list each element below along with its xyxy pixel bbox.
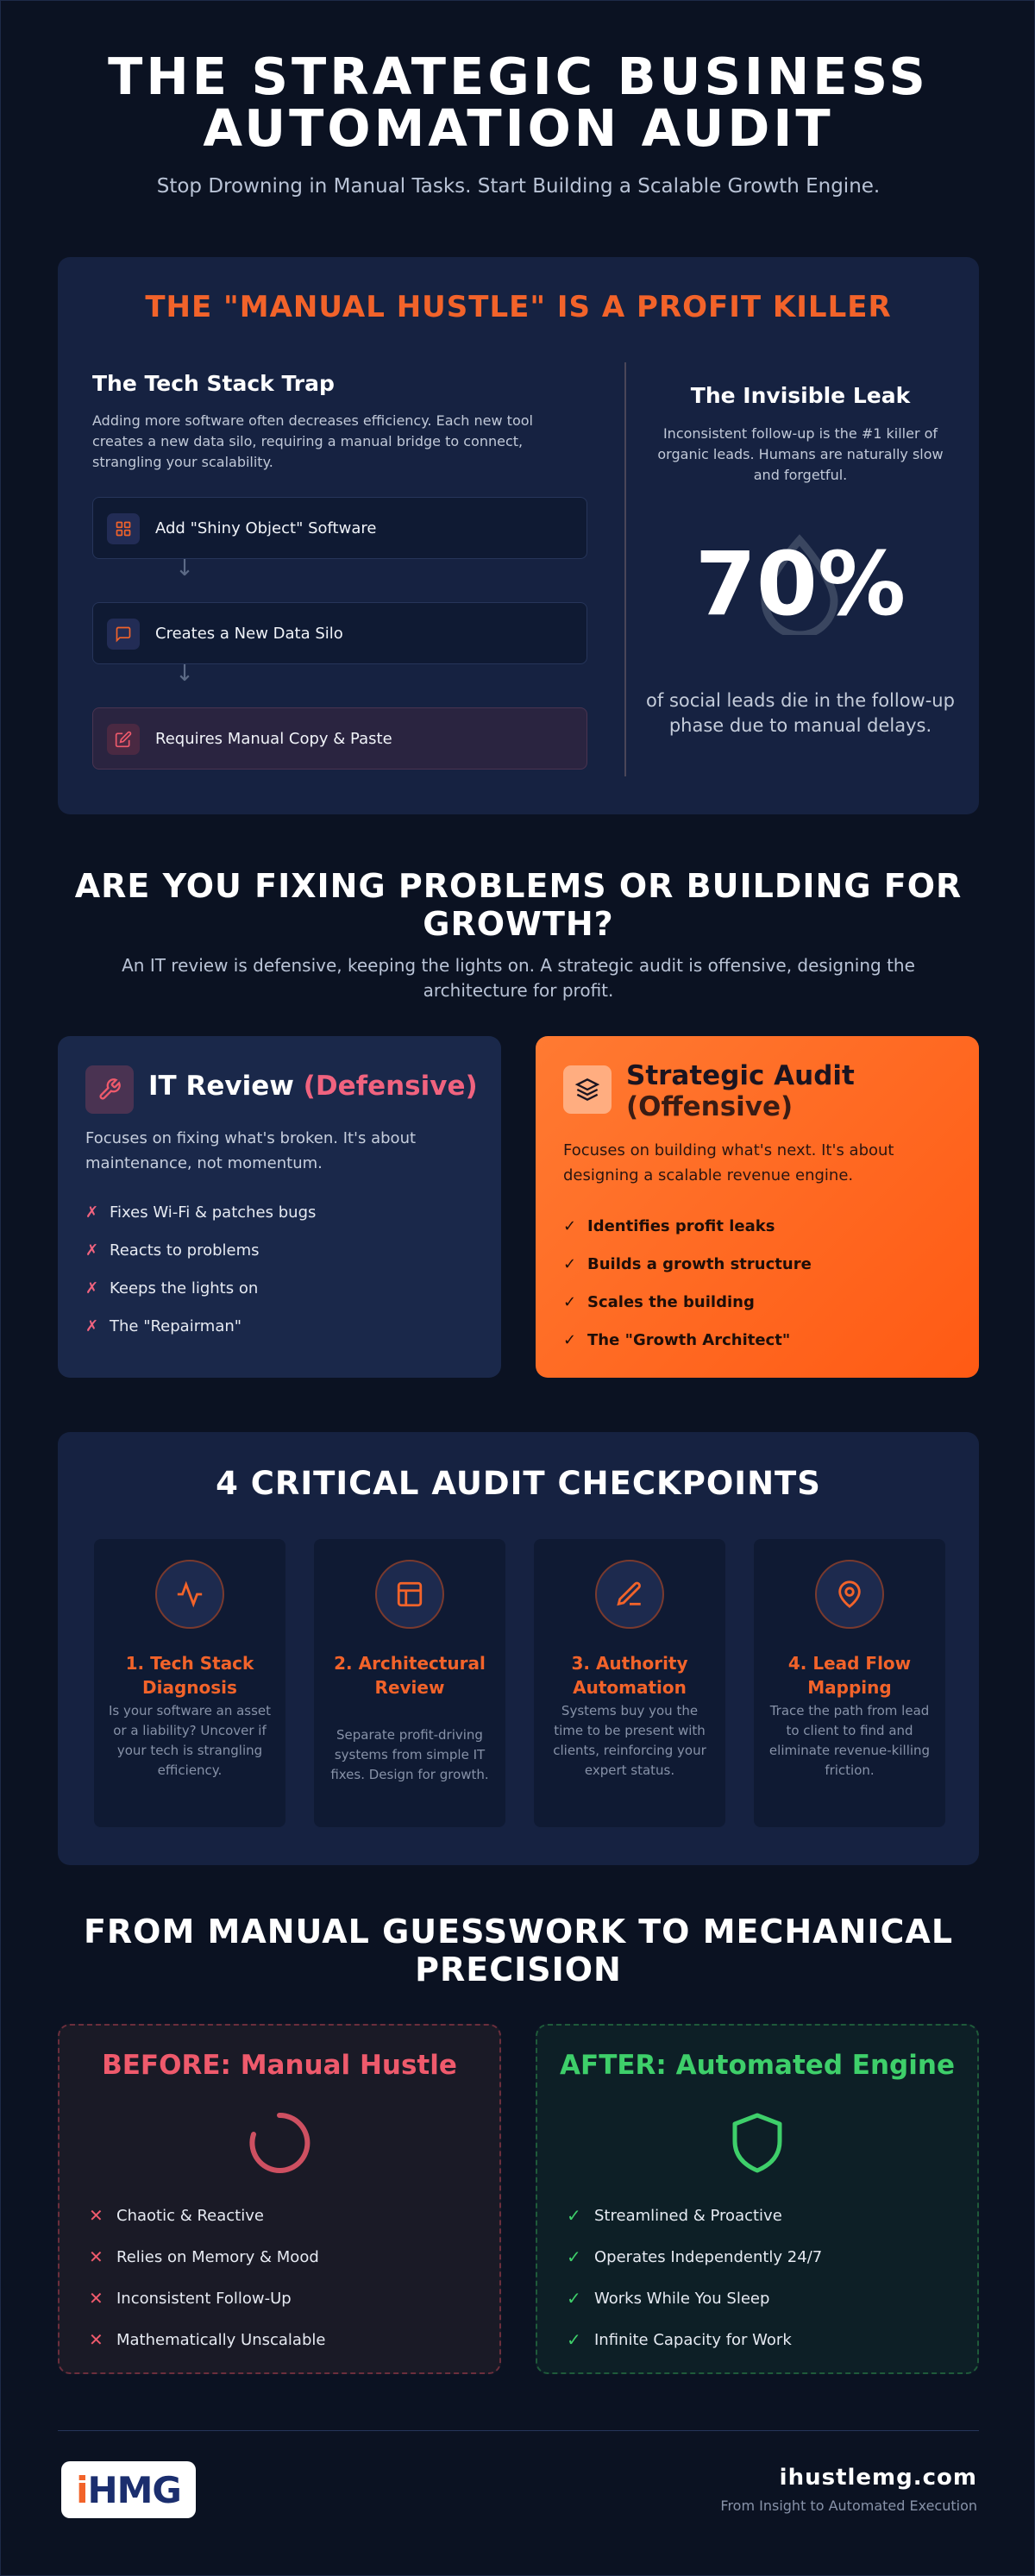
strategic-audit-card	[536, 1036, 979, 1378]
fixing-subtitle: An IT review is defensive, keeping the lights on. A strategic audit is offensive, designing the architecture for profit.	[122, 955, 915, 1001]
spinner-icon	[245, 2108, 314, 2177]
x-mark-icon: ✗	[85, 1316, 99, 1335]
check-icon: ✓	[567, 2246, 581, 2267]
checkpoint-card	[534, 1539, 725, 1827]
trap-step-3	[92, 707, 587, 770]
strategic-audit-title	[626, 1060, 885, 1122]
list-item	[567, 2236, 822, 2278]
list-item	[89, 2236, 325, 2278]
trap-step-label: Add "Shiny Object" Software	[155, 519, 377, 537]
strategic-audit-title-text: Strategic Audit	[626, 1060, 855, 1091]
list-item-label: The "Repairman"	[110, 1316, 242, 1335]
profit-killer-card	[58, 257, 979, 814]
checkpoint-card	[314, 1539, 505, 1827]
checkpoint-desc: Trace the path from lead to client to find and eliminate revenue-killing friction.	[768, 1703, 931, 1778]
pulse-icon	[155, 1560, 224, 1629]
list-item	[567, 2319, 822, 2360]
checkpoint-desc: Is your software an asset or a liability? Uncover if your tech is strangling efficiency.	[108, 1703, 272, 1778]
x-mark-icon: ✕	[89, 2205, 104, 2226]
checkpoint-card	[754, 1539, 945, 1827]
site-url: ihustlemg.com	[779, 2465, 977, 2491]
chat-icon	[107, 619, 140, 650]
list-item	[89, 2278, 325, 2319]
tech-stack-trap-desc: Adding more software often decreases efficiency. Each new tool creates a new data silo, requiring a manual bridge to connect, strangling your scalability.	[92, 412, 533, 470]
list-item-label: The "Growth Architect"	[587, 1330, 791, 1349]
checkpoint-desc: Separate profit-driving systems from simple IT fixes. Design for growth.	[330, 1727, 489, 1782]
checkpoint-card	[94, 1539, 285, 1827]
before-card	[58, 2024, 501, 2374]
list-item	[563, 1207, 812, 1245]
check-icon: ✓	[563, 1292, 577, 1311]
wrench-icon	[85, 1065, 134, 1114]
list-item	[563, 1245, 812, 1283]
check-icon: ✓	[563, 1254, 577, 1273]
trap-step-2	[92, 602, 587, 664]
it-review-list	[85, 1193, 316, 1345]
list-item-label: Works While You Sleep	[594, 2289, 770, 2308]
comparison-title: FROM MANUAL GUESSWORK TO MECHANICAL PRECISION	[83, 1913, 954, 1989]
column-divider	[624, 362, 626, 776]
checkpoints-title: 4 CRITICAL AUDIT CHECKPOINTS	[216, 1465, 821, 1502]
fixing-title: ARE YOU FIXING PROBLEMS OR BUILDING FOR GROWTH?	[74, 867, 963, 943]
leak-stat-caption: of social leads die in the follow-up phase due to manual delays.	[646, 690, 955, 736]
list-item	[89, 2195, 325, 2236]
invisible-leak-desc: Inconsistent follow-up is the #1 killer of organic leads. Humans are naturally slow and forgetful.	[657, 425, 944, 483]
after-title: AFTER: Automated Engine	[560, 2050, 955, 2081]
checkpoint-desc: Systems buy you the time to be present with clients, reinforcing your expert status.	[553, 1703, 706, 1778]
grid-icon	[107, 513, 140, 544]
check-icon: ✓	[567, 2329, 581, 2350]
list-item-label: Mathematically Unscalable	[116, 2330, 326, 2349]
list-item-label: Inconsistent Follow-Up	[116, 2289, 292, 2308]
after-list	[567, 2195, 822, 2360]
check-icon: ✓	[563, 1216, 577, 1235]
before-list	[89, 2195, 325, 2360]
checkpoints-card	[58, 1432, 979, 1865]
list-item	[85, 1231, 316, 1269]
map-pin-icon	[815, 1560, 884, 1629]
list-item	[563, 1321, 812, 1359]
x-mark-icon: ✕	[89, 2329, 104, 2350]
before-title: BEFORE: Manual Hustle	[102, 2050, 457, 2081]
trap-step-label: Requires Manual Copy & Paste	[155, 730, 392, 748]
strategic-audit-desc: Focuses on building what's next. It's about designing a scalable revenue engine.	[563, 1141, 894, 1184]
tech-stack-trap-title: The Tech Stack Trap	[92, 371, 335, 396]
footer-tagline: From Insight to Automated Execution	[720, 2497, 977, 2514]
checkpoint-title: 2. Architectural Review	[334, 1653, 486, 1698]
strategic-audit-tag: (Offensive)	[626, 1091, 794, 1122]
list-item-label: Operates Independently 24/7	[594, 2247, 823, 2266]
profit-killer-title: THE "MANUAL HUSTLE" IS A PROFIT KILLER	[145, 290, 892, 324]
checkpoint-title: 1. Tech Stack Diagnosis	[125, 1653, 254, 1698]
list-item	[85, 1193, 316, 1231]
checkpoint-title: 4. Lead Flow Mapping	[787, 1653, 912, 1698]
list-item-label: Chaotic & Reactive	[116, 2206, 264, 2225]
list-item-label: Reacts to problems	[110, 1241, 260, 1260]
after-card	[536, 2024, 979, 2374]
x-mark-icon: ✗	[85, 1279, 99, 1297]
list-item-label: Infinite Capacity for Work	[594, 2330, 792, 2349]
it-review-title	[148, 1071, 478, 1102]
it-review-title-text: IT Review	[148, 1071, 294, 1102]
checkpoint-title: 3. Authority Automation	[571, 1653, 688, 1698]
strategic-audit-list	[563, 1207, 812, 1359]
list-item-label: Identifies profit leaks	[587, 1216, 775, 1235]
logo-hmg: HMG	[87, 2468, 181, 2511]
arrow-down-icon: ↓	[175, 556, 194, 581]
layers-icon	[563, 1065, 612, 1114]
title-line-2: AUTOMATION AUDIT	[203, 98, 834, 158]
x-mark-icon: ✕	[89, 2246, 104, 2267]
ihmg-logo	[61, 2461, 196, 2518]
check-icon: ✓	[567, 2288, 581, 2309]
list-item-label: Relies on Memory & Mood	[116, 2247, 319, 2266]
check-icon: ✓	[567, 2205, 581, 2226]
list-item	[89, 2319, 325, 2360]
trap-step-label: Creates a New Data Silo	[155, 625, 343, 643]
footer-divider	[58, 2430, 979, 2431]
edit-icon	[107, 724, 140, 755]
x-mark-icon: ✕	[89, 2288, 104, 2309]
logo-i: i	[76, 2468, 88, 2511]
pen-icon	[595, 1560, 664, 1629]
x-mark-icon: ✗	[85, 1241, 99, 1260]
list-item	[85, 1307, 316, 1345]
list-item	[567, 2278, 822, 2319]
shield-icon	[723, 2108, 792, 2177]
invisible-leak-title: The Invisible Leak	[690, 383, 911, 408]
it-review-card	[58, 1036, 501, 1378]
list-item	[563, 1283, 812, 1321]
check-icon: ✓	[563, 1330, 577, 1349]
list-item-label: Streamlined & Proactive	[594, 2206, 782, 2225]
page-title	[53, 47, 984, 158]
list-item-label: Keeps the lights on	[110, 1279, 259, 1297]
layout-icon	[375, 1560, 444, 1629]
trap-step-1	[92, 497, 587, 559]
it-review-tag: (Defensive)	[303, 1071, 478, 1102]
list-item-label: Fixes Wi-Fi & patches bugs	[110, 1203, 317, 1222]
x-mark-icon: ✗	[85, 1203, 99, 1222]
leak-stat: 70%	[694, 533, 906, 636]
arrow-down-icon: ↓	[175, 661, 194, 687]
page-subtitle: Stop Drowning in Manual Tasks. Start Building a Scalable Growth Engine.	[156, 175, 881, 198]
title-line-1: THE STRATEGIC BUSINESS	[108, 47, 929, 106]
it-review-desc: Focuses on fixing what's broken. It's about maintenance, not momentum.	[85, 1129, 417, 1172]
list-item	[567, 2195, 822, 2236]
list-item	[85, 1269, 316, 1307]
list-item-label: Builds a growth structure	[587, 1254, 812, 1273]
list-item-label: Scales the building	[587, 1292, 755, 1311]
